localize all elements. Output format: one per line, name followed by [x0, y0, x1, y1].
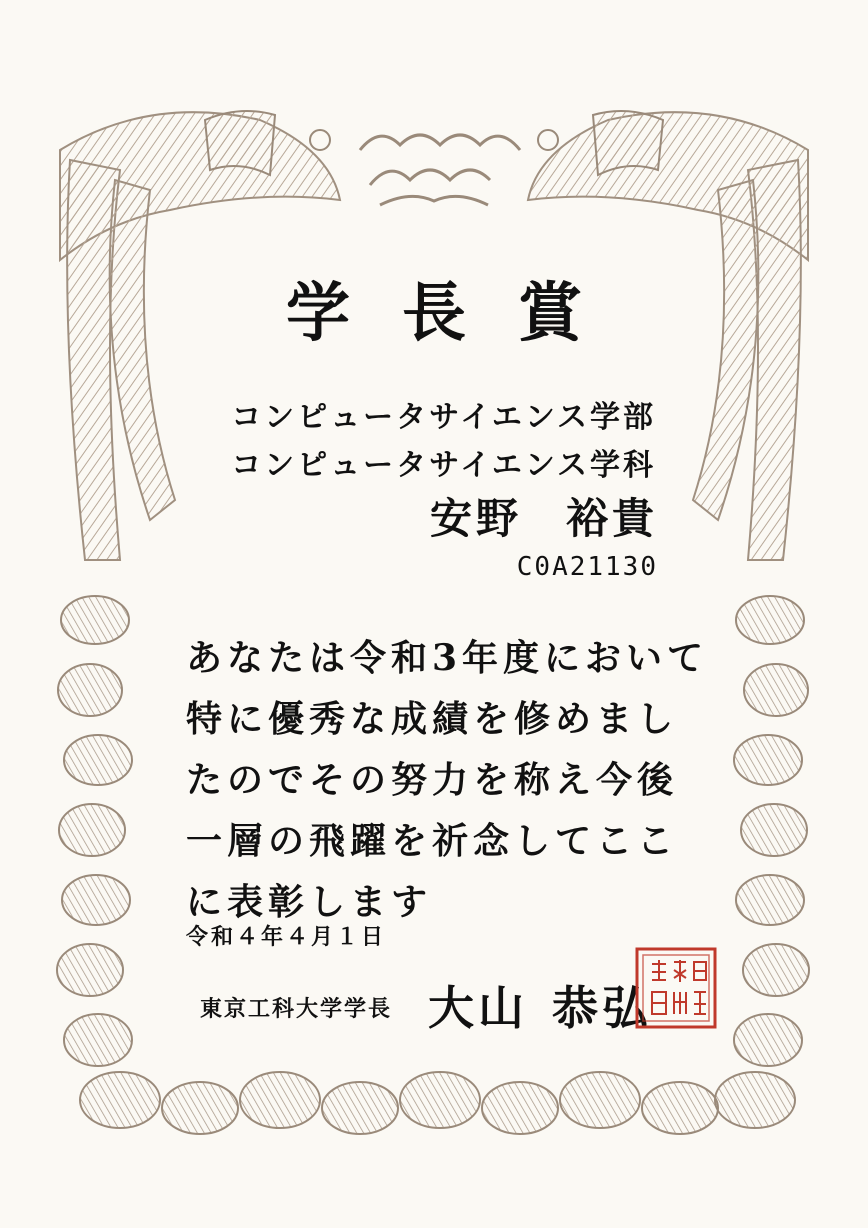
left-leaf-border — [57, 596, 132, 1066]
phoenix-top-ornament — [60, 111, 808, 260]
faculty-name: コンピュータサイエンス学部 — [231, 400, 656, 435]
official-seal-stamp — [634, 946, 718, 1030]
citation-line: 一層の飛躍を祈念してここ — [186, 820, 679, 862]
department-name: コンピュータサイエンス学科 — [231, 448, 656, 483]
citation-line: あなたは令和3年度において — [186, 637, 709, 679]
citation-line: 特に優秀な成績を修めまし — [186, 698, 679, 740]
citation-line: に表彰します — [186, 881, 433, 923]
issuer-title: 東京工科大学学長 — [200, 996, 393, 1022]
award-date: 令和４年４月１日 — [186, 924, 387, 950]
right-leaf-border — [734, 596, 809, 1066]
citation-line: たのでその努力を称え今後 — [186, 759, 679, 801]
recipient-name — [430, 486, 658, 546]
president-family-name: 大山 — [428, 981, 528, 1035]
recipient-given-name: 裕貴 — [565, 494, 658, 543]
citation-text — [186, 628, 709, 933]
president-given-name: 恭弘 — [552, 981, 652, 1035]
student-id: C0A21130 — [516, 552, 658, 582]
certificate-title: 学長賞 — [286, 276, 634, 351]
left-plume-ornament — [67, 160, 175, 560]
right-plume-ornament — [693, 160, 801, 560]
bottom-leaf-border — [80, 1072, 795, 1134]
recipient-family-name: 安野 — [429, 494, 522, 543]
president-name — [428, 972, 652, 1038]
